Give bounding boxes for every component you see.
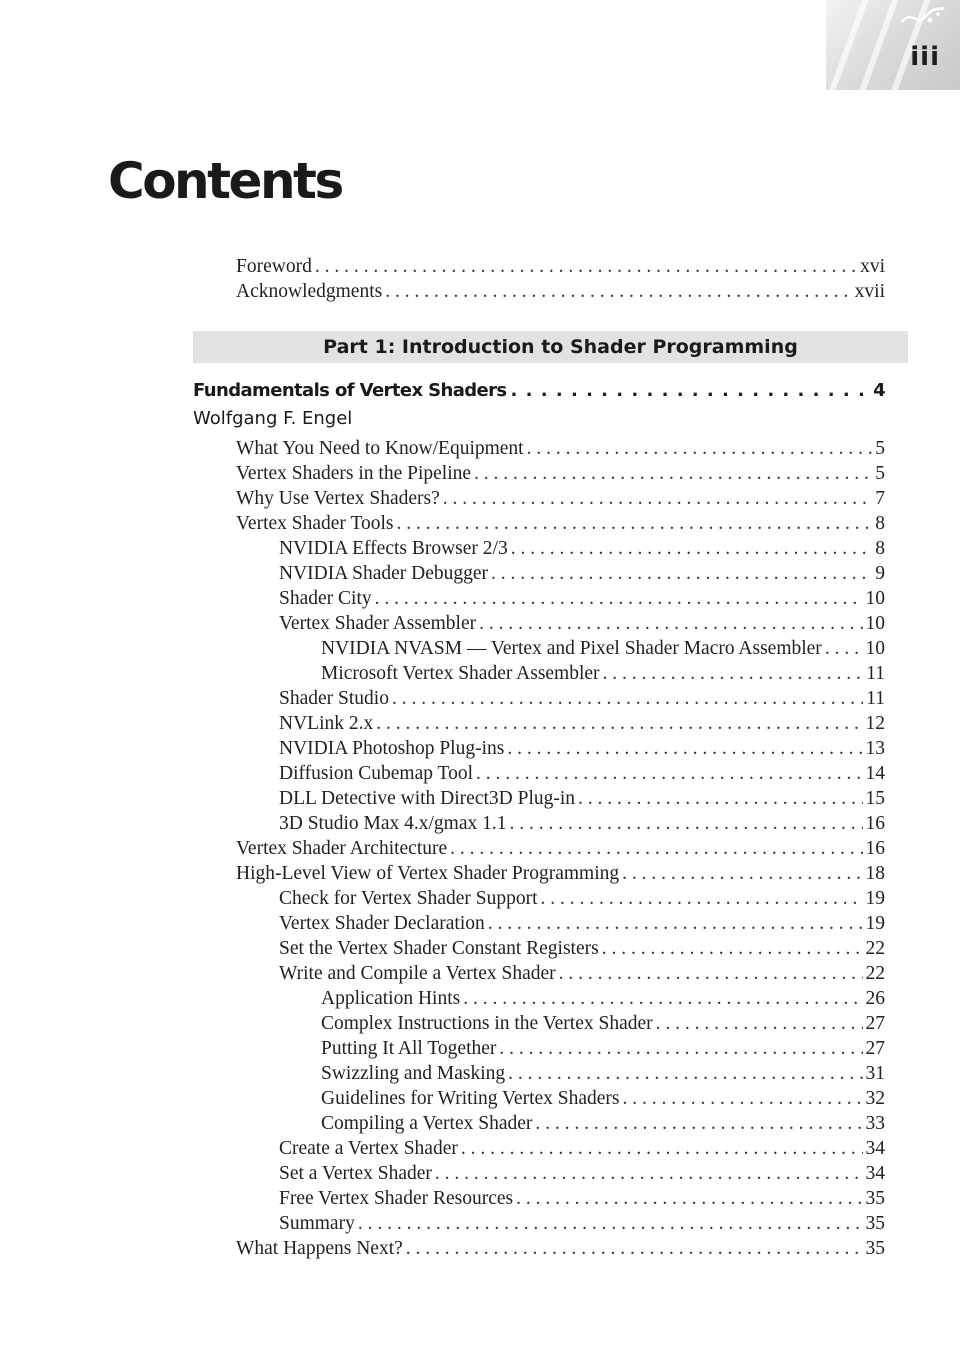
toc-entry-title: NVIDIA Shader Debugger — [279, 563, 489, 584]
toc-entry-page: 16 — [865, 813, 885, 834]
leader-dots — [358, 1211, 863, 1236]
toc-entry[interactable] — [279, 586, 885, 611]
toc-entry-page: 35 — [865, 1213, 885, 1234]
leader-dots — [511, 380, 870, 401]
toc-entry[interactable] — [236, 486, 885, 511]
part-heading — [193, 331, 908, 363]
leader-dots — [435, 1161, 863, 1186]
leader-dots — [488, 911, 863, 936]
toc-entry-title: Vertex Shaders in the Pipeline — [236, 463, 472, 484]
toc-entry-page: 10 — [865, 613, 885, 634]
toc-entry-title: Swizzling and Masking — [321, 1063, 506, 1084]
toc-entry[interactable] — [236, 461, 885, 486]
leader-dots — [315, 254, 857, 279]
toc-entry-title: Free Vertex Shader Resources — [279, 1188, 514, 1209]
leader-dots — [511, 536, 873, 561]
toc-entry[interactable] — [236, 861, 885, 886]
chapter-author: Wolfgang F. Engel — [193, 408, 353, 429]
toc-entry[interactable] — [321, 661, 885, 686]
leader-dots — [450, 836, 862, 861]
toc-entry-title: Microsoft Vertex Shader Assembler — [321, 663, 600, 684]
toc-entry[interactable] — [279, 1161, 885, 1186]
leader-dots — [516, 1186, 862, 1211]
chapter-title: Fundamentals of Vertex Shaders — [193, 380, 507, 401]
toc-entry-page: 9 — [875, 563, 885, 584]
toc-entry[interactable] — [236, 511, 885, 536]
toc-entry-title: Vertex Shader Declaration — [279, 913, 485, 934]
toc-entry-page: 32 — [865, 1088, 885, 1109]
toc-entry[interactable] — [279, 911, 885, 936]
leader-dots — [622, 861, 862, 886]
toc-entry-title: Create a Vertex Shader — [279, 1138, 458, 1159]
toc-entry[interactable] — [236, 1236, 885, 1261]
swirl-ornament-icon — [900, 6, 946, 28]
leader-dots — [559, 961, 863, 986]
toc-entry-page: 8 — [875, 538, 885, 559]
toc-entry[interactable] — [279, 761, 885, 786]
toc-entry[interactable] — [279, 611, 885, 636]
toc-entry[interactable] — [321, 1111, 885, 1136]
leader-dots — [825, 636, 863, 661]
chapter-page: 4 — [873, 380, 885, 401]
toc-entry[interactable] — [279, 786, 885, 811]
toc-entry-page: 14 — [865, 763, 885, 784]
toc-entry[interactable] — [236, 436, 885, 461]
corner-tab — [826, 0, 960, 90]
page-folio: iii — [910, 42, 940, 72]
toc-entry-title: Why Use Vertex Shaders? — [236, 488, 440, 509]
leader-dots — [392, 686, 863, 711]
toc-entry[interactable] — [279, 686, 885, 711]
toc-entry-page: 10 — [865, 638, 885, 659]
toc-entry[interactable] — [279, 936, 885, 961]
toc-entry-foreword[interactable] — [236, 254, 885, 279]
toc-entry[interactable] — [321, 1086, 885, 1111]
toc-entry-page: 33 — [865, 1113, 885, 1134]
toc-entry-title: Check for Vertex Shader Support — [279, 888, 538, 909]
toc-entry-page: 16 — [865, 838, 885, 859]
leader-dots — [527, 436, 873, 461]
toc-entry-page: 34 — [865, 1138, 885, 1159]
toc-entry-title: NVIDIA NVASM — Vertex and Pixel Shader Macro Assembler — [321, 638, 822, 659]
leader-dots — [461, 1136, 863, 1161]
toc-entry-title: Shader Studio — [279, 688, 389, 709]
toc-entry-title: Acknowledgments — [236, 281, 383, 302]
toc-entry[interactable] — [279, 811, 885, 836]
leader-dots — [476, 761, 863, 786]
toc-entry-page: 5 — [875, 438, 885, 459]
toc-entry-page: 10 — [865, 588, 885, 609]
toc-entry-page: 18 — [865, 863, 885, 884]
toc-entry-acknowledgments[interactable] — [236, 279, 885, 304]
leader-dots — [508, 1061, 862, 1086]
toc-entry-title: Vertex Shader Assembler — [279, 613, 477, 634]
toc-entry-page: 34 — [865, 1163, 885, 1184]
toc-entry[interactable] — [279, 961, 885, 986]
toc-entry[interactable] — [321, 1036, 885, 1061]
leader-dots — [375, 586, 863, 611]
toc-entry-page: xvi — [860, 256, 885, 277]
leader-dots — [541, 886, 863, 911]
toc-entry[interactable] — [279, 711, 885, 736]
toc-entry-page: 11 — [866, 688, 885, 709]
toc-entry-title: Vertex Shader Architecture — [236, 838, 448, 859]
toc-entry-title: NVIDIA Effects Browser 2/3 — [279, 538, 508, 559]
toc-entry-title: NVIDIA Photoshop Plug-ins — [279, 738, 505, 759]
toc-entry[interactable] — [236, 836, 885, 861]
toc-entry[interactable] — [321, 1061, 885, 1086]
toc-entry-title: DLL Detective with Direct3D Plug-in — [279, 788, 576, 809]
toc-entry[interactable] — [321, 636, 885, 661]
part-title: Part 1: Introduction to Shader Programming — [323, 336, 798, 358]
toc-entry[interactable] — [279, 886, 885, 911]
toc-entry-title: What You Need to Know/Equipment — [236, 438, 524, 459]
toc-entry-page: xvii — [854, 281, 885, 302]
toc-entry[interactable] — [321, 986, 885, 1011]
leader-dots — [535, 1111, 862, 1136]
toc-entry-title: Shader City — [279, 588, 372, 609]
toc-entry-page: 31 — [865, 1063, 885, 1084]
leader-dots — [406, 1236, 863, 1261]
toc-entry[interactable] — [279, 1136, 885, 1161]
toc-entry-page: 19 — [865, 888, 885, 909]
toc-entry-title: Application Hints — [321, 988, 461, 1009]
toc-entry-title: Putting It All Together — [321, 1038, 497, 1059]
toc-entry-page: 15 — [865, 788, 885, 809]
toc-entry-title: Summary — [279, 1213, 355, 1234]
leader-dots — [602, 936, 863, 961]
toc-entry-page: 27 — [865, 1013, 885, 1034]
toc-entry-title: Vertex Shader Tools — [236, 513, 394, 534]
chapter-entry[interactable] — [193, 380, 885, 401]
leader-dots — [578, 786, 862, 811]
leader-dots — [603, 661, 864, 686]
toc-entry-title: What Happens Next? — [236, 1238, 403, 1259]
toc-entry[interactable] — [279, 561, 885, 586]
toc-entry[interactable] — [279, 1186, 885, 1211]
toc-entry-page: 35 — [865, 1188, 885, 1209]
leader-dots — [491, 561, 872, 586]
toc-entry-title: NVLink 2.x — [279, 713, 374, 734]
leader-dots — [376, 711, 862, 736]
toc-entry-title: High-Level View of Vertex Shader Programming — [236, 863, 620, 884]
toc-entry-page: 7 — [875, 488, 885, 509]
leader-dots — [385, 279, 851, 304]
leader-dots — [510, 811, 863, 836]
toc-entry-page: 8 — [875, 513, 885, 534]
toc-entry-title: Compiling a Vertex Shader — [321, 1113, 533, 1134]
leader-dots — [474, 461, 872, 486]
leader-dots — [463, 986, 862, 1011]
toc-entry-title: Set a Vertex Shader — [279, 1163, 432, 1184]
leader-dots — [397, 511, 873, 536]
toc-entry-title: 3D Studio Max 4.x/gmax 1.1 — [279, 813, 507, 834]
toc-entry-page: 27 — [865, 1038, 885, 1059]
leader-dots — [656, 1011, 863, 1036]
leader-dots — [443, 486, 872, 511]
toc-entry-page: 13 — [865, 738, 885, 759]
toc-entry-page: 22 — [865, 963, 885, 984]
toc-entry-title: Guidelines for Writing Vertex Shaders — [321, 1088, 620, 1109]
toc-entry-title: Set the Vertex Shader Constant Registers — [279, 938, 599, 959]
toc-entry-title: Complex Instructions in the Vertex Shader — [321, 1013, 653, 1034]
toc-entry-page: 5 — [875, 463, 885, 484]
leader-dots — [623, 1086, 863, 1111]
toc-entry[interactable] — [279, 736, 885, 761]
page-title: Contents — [108, 152, 342, 210]
toc-entry-page: 35 — [865, 1238, 885, 1259]
toc-entry-title: Diffusion Cubemap Tool — [279, 763, 473, 784]
toc-entry-page: 12 — [865, 713, 885, 734]
toc-entry[interactable] — [321, 1011, 885, 1036]
leader-dots — [499, 1036, 862, 1061]
toc-entry[interactable] — [279, 536, 885, 561]
toc-entry-page: 19 — [865, 913, 885, 934]
toc-entry-title: Foreword — [236, 256, 312, 277]
leader-dots — [479, 611, 862, 636]
toc-entry[interactable] — [279, 1211, 885, 1236]
toc-entry-page: 26 — [865, 988, 885, 1009]
leader-dots — [507, 736, 862, 761]
toc-entry-page: 22 — [865, 938, 885, 959]
toc-entry-title: Write and Compile a Vertex Shader — [279, 963, 556, 984]
toc-entry-page: 11 — [866, 663, 885, 684]
